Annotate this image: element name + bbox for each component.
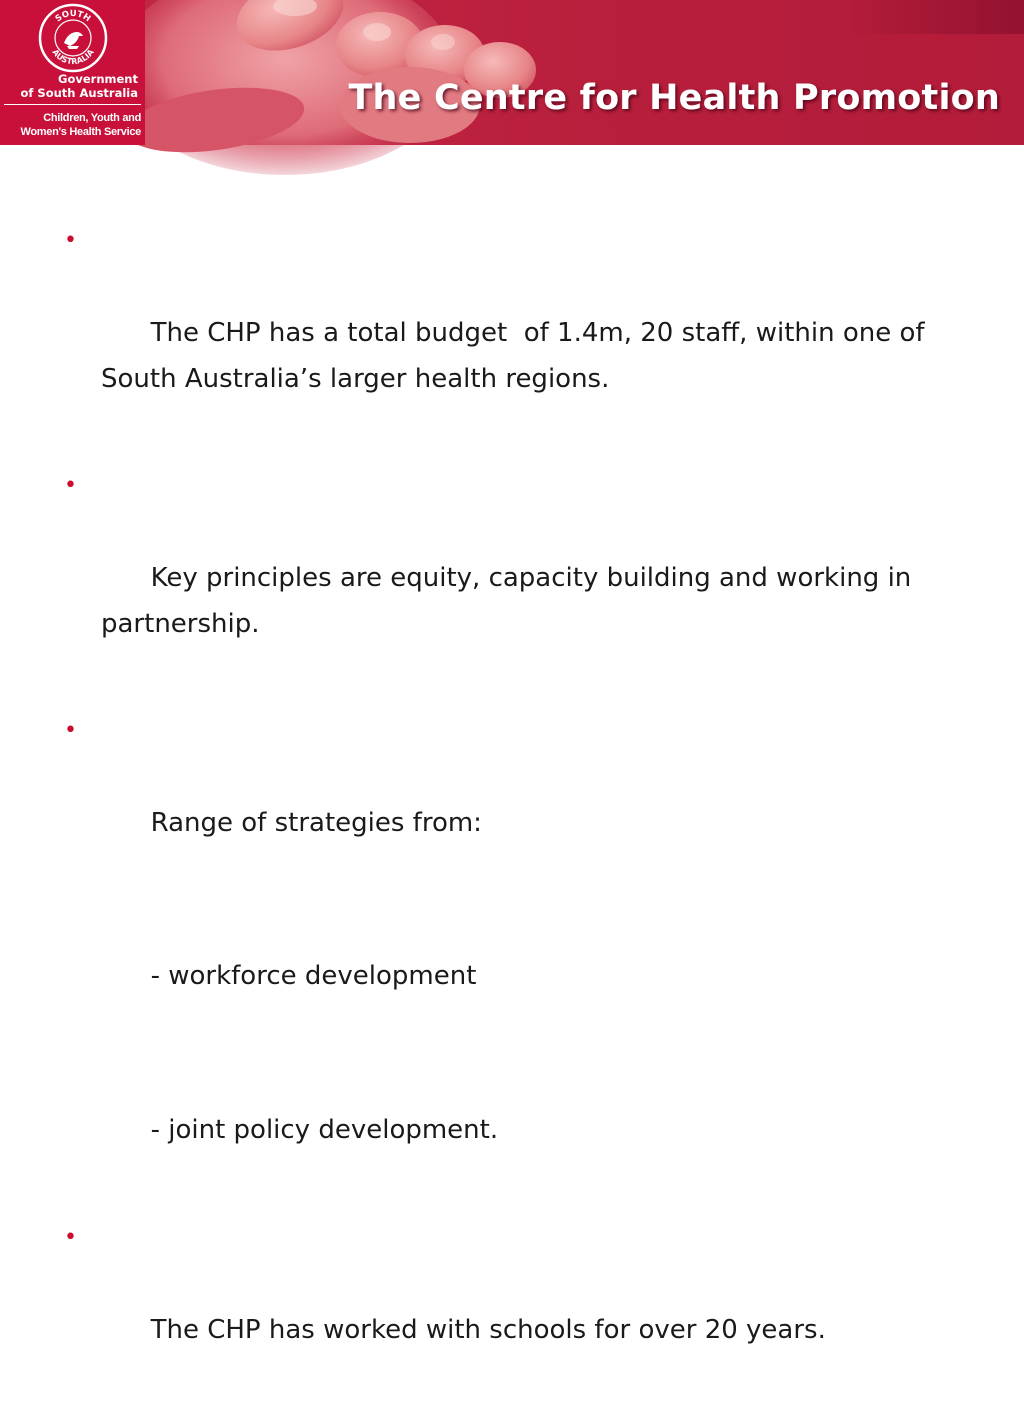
service-line-1: Children, Youth and <box>43 112 141 124</box>
bullet-text: Range of strategies from: <box>150 808 482 838</box>
bullet-marker: • <box>64 228 77 253</box>
state-seal-icon <box>37 2 109 74</box>
svg-text:SOUTH: SOUTH <box>53 8 93 25</box>
sub-item <box>60 907 980 1045</box>
sub-item-text: - workforce development <box>150 961 477 991</box>
bullet-text: Key principles are equity, capacity building and working in partnership. <box>101 563 920 639</box>
bullet-item <box>60 463 980 693</box>
bullet-item <box>60 1215 980 1399</box>
bullet-item <box>60 708 980 892</box>
header-banner <box>0 0 1024 145</box>
government-line-1: Government <box>58 72 138 86</box>
bullet-text: The CHP has a total budget of 1.4m, 20 staff, within one of South Australia’s larger health regions. <box>101 318 933 394</box>
service-line-2: Women's Health Service <box>20 126 141 138</box>
bullet-marker: • <box>64 718 77 743</box>
government-wordmark <box>0 72 138 100</box>
government-logo <box>0 0 145 145</box>
bullet-marker: • <box>64 1225 77 1250</box>
page-title: The Centre for Health Promotion <box>348 78 1000 118</box>
svg-text:AUSTRALIA: AUSTRALIA <box>50 47 96 67</box>
service-wordmark <box>0 111 141 139</box>
bullet-marker: • <box>64 473 77 498</box>
sub-item <box>60 1061 980 1199</box>
government-line-2: of South Australia <box>20 86 138 100</box>
bullet-item <box>60 218 980 448</box>
bullet-list <box>60 218 980 1414</box>
bullet-text: The CHP has worked with schools for over 20 years. <box>150 1315 826 1345</box>
sub-item-text: - joint policy development. <box>150 1115 499 1145</box>
logo-divider <box>4 104 141 105</box>
banner-stripe <box>844 0 1024 34</box>
